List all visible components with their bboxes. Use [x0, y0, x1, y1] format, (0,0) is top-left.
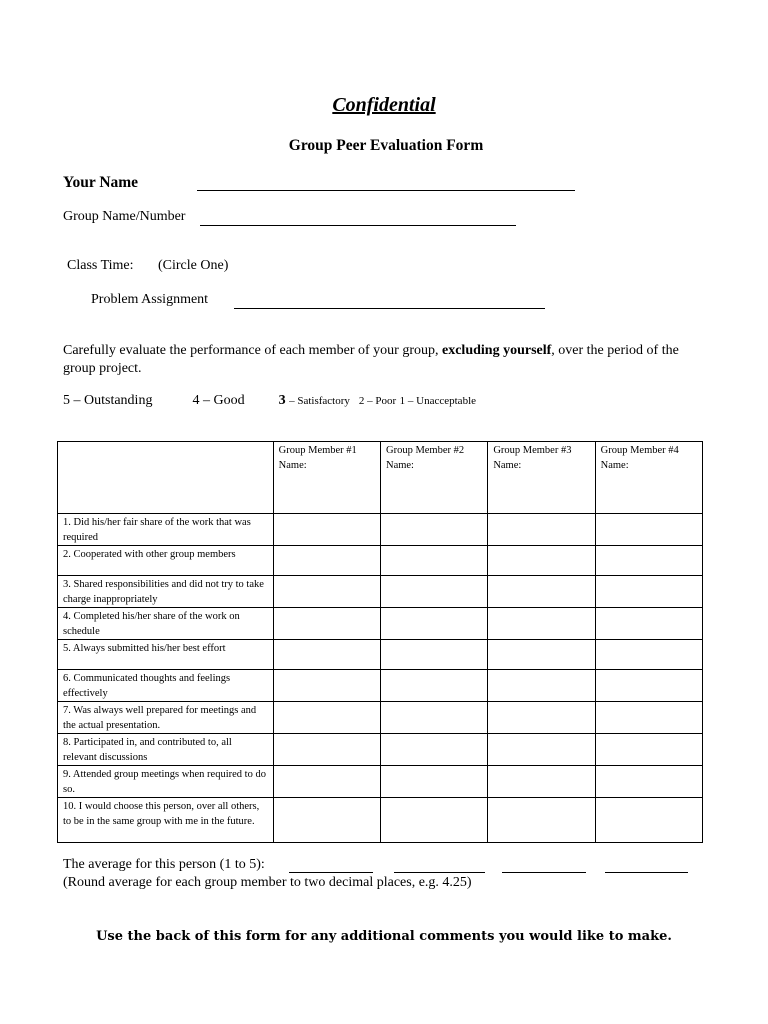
member-title: Group Member #4	[600, 445, 679, 456]
member-title: Group Member #2	[385, 445, 465, 456]
rating-cell[interactable]	[273, 608, 380, 640]
rating-cell[interactable]	[595, 576, 702, 608]
criterion-label: 8. Participated in, and contributed to, all relevant discussions	[58, 734, 274, 766]
member-header[interactable]	[595, 442, 702, 514]
rating-cell[interactable]	[273, 670, 380, 702]
table-row	[58, 576, 703, 608]
rating-cell[interactable]	[273, 546, 380, 576]
instructions	[63, 342, 713, 378]
table-row	[58, 640, 703, 670]
rating-cell[interactable]	[595, 766, 702, 798]
member-header[interactable]	[488, 442, 595, 514]
rating-cell[interactable]	[595, 798, 702, 843]
rating-cell[interactable]	[595, 734, 702, 766]
rating-cell[interactable]	[273, 702, 380, 734]
rating-cell[interactable]	[273, 766, 380, 798]
table-row	[58, 702, 703, 734]
criterion-label: 2. Cooperated with other group members	[58, 546, 274, 576]
instructions-after: , over the period of the group project.	[63, 343, 679, 376]
rating-cell[interactable]	[273, 640, 380, 670]
rating-cell[interactable]	[595, 670, 702, 702]
rating-cell[interactable]	[488, 546, 595, 576]
table-row	[58, 798, 703, 843]
criterion-label: 4. Completed his/her share of the work on schedule	[58, 608, 274, 640]
class-time-label: Class Time:	[67, 258, 134, 273]
rating-cell[interactable]	[273, 734, 380, 766]
form-title: Group Peer Evaluation Form	[288, 137, 484, 154]
criterion-label: 3. Shared responsibilities and did not try to take charge inappropriately	[58, 576, 274, 608]
rating-cell[interactable]	[380, 514, 487, 546]
table-row	[58, 670, 703, 702]
instructions-bold: excluding yourself	[442, 343, 552, 358]
rating-cell[interactable]	[488, 640, 595, 670]
scale-3: – Satisfactory	[289, 395, 350, 407]
round-note: (Round average for each group member to two decimal places, e.g. 4.25)	[63, 875, 472, 890]
circle-one-note: (Circle One)	[158, 258, 229, 273]
member-title: Group Member #1	[278, 445, 357, 456]
header-blank-cell	[58, 442, 274, 514]
scale-1: 1 – Unacceptable	[399, 395, 477, 407]
rating-cell[interactable]	[380, 608, 487, 640]
your-name-field[interactable]	[197, 190, 575, 191]
rating-cell[interactable]	[488, 670, 595, 702]
table-header-row	[58, 442, 703, 514]
group-name-field[interactable]	[200, 225, 516, 226]
rating-cell[interactable]	[488, 734, 595, 766]
rating-cell[interactable]	[380, 766, 487, 798]
average-field-member-2[interactable]	[394, 872, 485, 873]
confidential-heading: Confidential	[332, 94, 436, 116]
table-row	[58, 546, 703, 576]
rating-cell[interactable]	[488, 702, 595, 734]
member-header[interactable]	[273, 442, 380, 514]
member-header[interactable]	[380, 442, 487, 514]
table-row	[58, 608, 703, 640]
rating-cell[interactable]	[380, 546, 487, 576]
rating-cell[interactable]	[488, 576, 595, 608]
criterion-label: 1. Did his/her fair share of the work that was required	[58, 514, 274, 546]
criterion-label: 7. Was always well prepared for meetings and the actual presentation.	[58, 702, 274, 734]
rating-cell[interactable]	[380, 702, 487, 734]
member-title: Group Member #3	[493, 445, 572, 456]
member-name-label: Name:	[493, 459, 522, 471]
rating-cell[interactable]	[380, 576, 487, 608]
member-name-label: Name:	[385, 459, 414, 471]
evaluation-table	[57, 441, 703, 843]
table-row	[58, 514, 703, 546]
member-name-label: Name:	[600, 459, 629, 471]
rating-cell[interactable]	[380, 670, 487, 702]
criterion-label: 10. I would choose this person, over all others, to be in the same group with me in the future.	[58, 798, 274, 843]
rating-cell[interactable]	[488, 766, 595, 798]
scale-4: 4 – Good	[192, 393, 245, 408]
rating-cell[interactable]	[488, 798, 595, 843]
rating-cell[interactable]	[595, 608, 702, 640]
rating-cell[interactable]	[380, 734, 487, 766]
group-name-label: Group Name/Number	[63, 209, 186, 224]
criterion-label: 5. Always submitted his/her best effort	[58, 640, 274, 670]
rating-scale	[63, 393, 476, 409]
problem-assignment-field[interactable]	[234, 308, 545, 309]
criterion-label: 6. Communicated thoughts and feelings effectively	[58, 670, 274, 702]
rating-cell[interactable]	[488, 608, 595, 640]
member-name-label: Name:	[278, 459, 307, 471]
average-label: The average for this person (1 to 5):	[63, 857, 265, 872]
rating-cell[interactable]	[595, 546, 702, 576]
rating-cell[interactable]	[273, 514, 380, 546]
rating-cell[interactable]	[273, 576, 380, 608]
rating-cell[interactable]	[380, 640, 487, 670]
instructions-before: Carefully evaluate the performance of each member of your group,	[63, 343, 442, 358]
average-field-member-3[interactable]	[502, 872, 586, 873]
rating-cell[interactable]	[595, 640, 702, 670]
rating-cell[interactable]	[595, 702, 702, 734]
problem-assignment-label: Problem Assignment	[91, 292, 209, 307]
back-of-form-note: Use the back of this form for any additional comments you would like to make.	[96, 929, 672, 944]
table-row	[58, 766, 703, 798]
scale-5: 5 – Outstanding	[63, 393, 153, 408]
average-field-member-1[interactable]	[289, 872, 373, 873]
your-name-label: Your Name	[63, 174, 139, 191]
criterion-label: 9. Attended group meetings when required to do so.	[58, 766, 274, 798]
rating-cell[interactable]	[488, 514, 595, 546]
average-field-member-4[interactable]	[605, 872, 688, 873]
scale-3-number: 3	[278, 393, 286, 408]
rating-cell[interactable]	[273, 798, 380, 843]
table-row	[58, 734, 703, 766]
scale-2: 2 – Poor	[358, 395, 397, 407]
rating-cell[interactable]	[380, 798, 487, 843]
rating-cell[interactable]	[595, 514, 702, 546]
